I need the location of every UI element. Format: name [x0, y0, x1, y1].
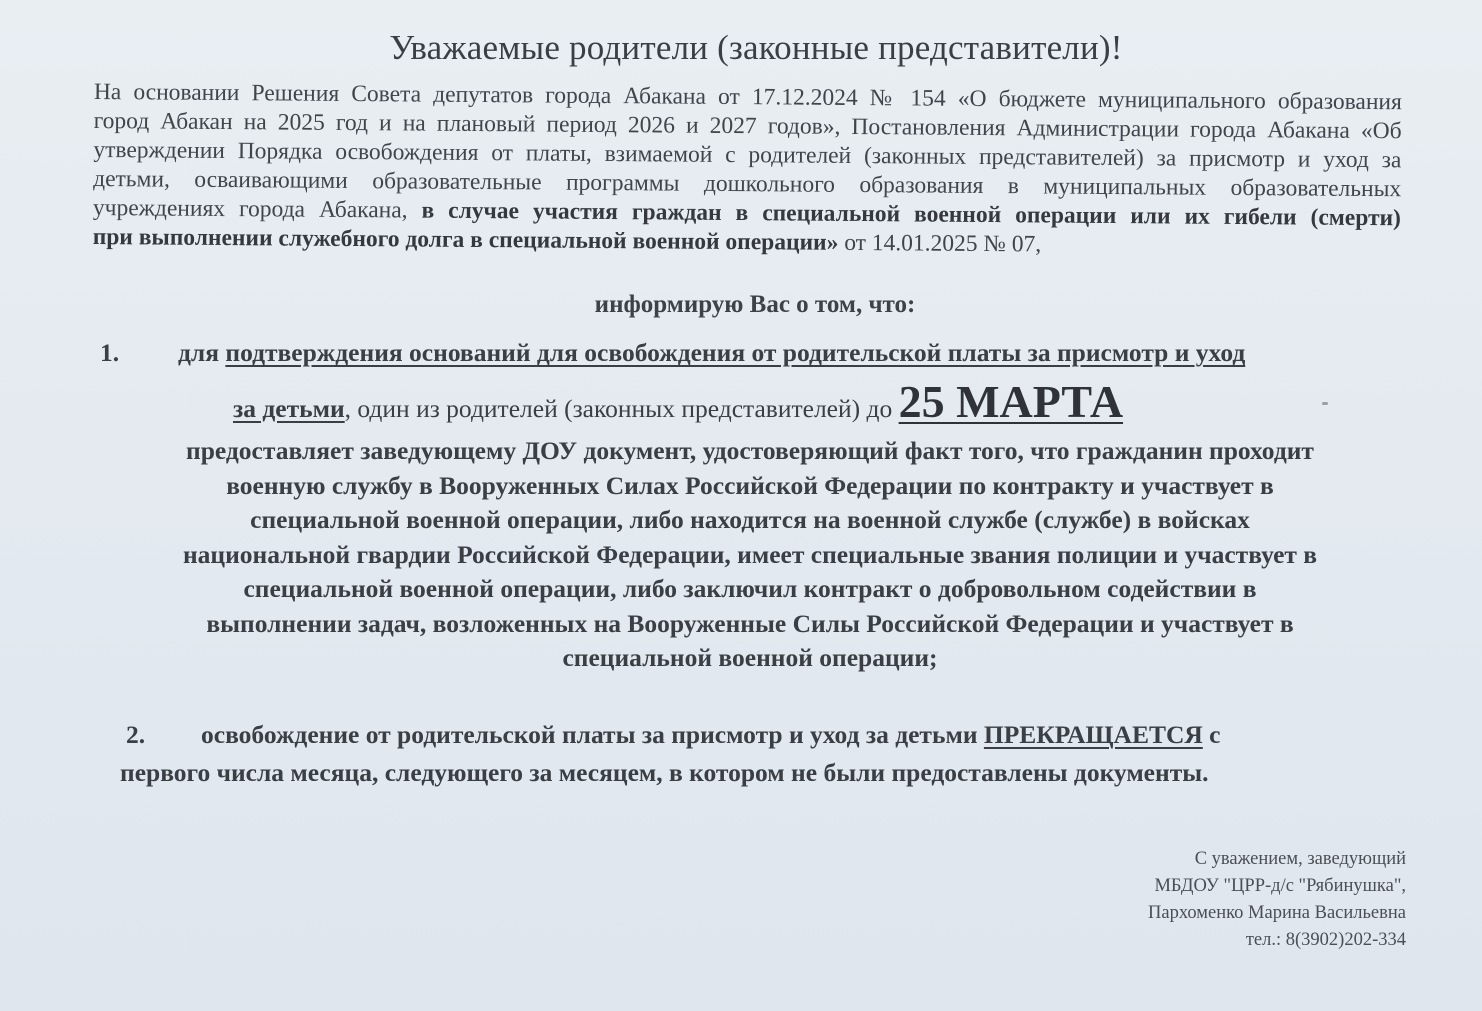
- inform-heading: информирую Вас о том, что:: [594, 291, 916, 318]
- signature-line-4: тел.: 8(3902)202-334: [1245, 930, 1406, 950]
- item-1-after-underline: , один из родителей (законных представителей) до: [344, 393, 899, 423]
- item-1-lead: для: [178, 338, 226, 367]
- item-2-row-2: первого числа месяца, следующего за месяцем, в котором не были предоставлены документы.: [120, 758, 1209, 787]
- item-1-underlined-b: за детьми: [233, 393, 345, 423]
- item-1: [100, 336, 1400, 676]
- item-1-line: специальной военной операции, либо находится на военной службе (службе) в войсках: [250, 505, 1250, 534]
- item-2-emphasis: ПРЕКРАЩАЕТСЯ: [983, 720, 1203, 749]
- signature-line-1: С уважением, заведующий: [1194, 849, 1406, 869]
- intro-line-5-bold: в случае участия граждан в специальной военной операции или их гибели (смерти): [421, 197, 1402, 232]
- stray-mark: [1322, 402, 1328, 405]
- intro-line-6-bold: при выполнении служебного долга в специальной военной операции»: [92, 223, 839, 256]
- item-2-row-1: [120, 716, 1390, 754]
- signature-line-3: Пархоменко Марина Васильевна: [1148, 903, 1406, 923]
- item-2-number: 2.: [126, 720, 146, 749]
- signature-line-2: МБДОУ "ЦРР-д/с "Рябинушка",: [1154, 876, 1406, 896]
- notice-title: Уважаемые родители (законные представители)!: [389, 28, 1123, 67]
- signature-block: [1148, 846, 1406, 954]
- intro-line-4: детьми, осваивающими образовательные программы дошкольного образования в муниципальных образовательных: [93, 165, 1402, 203]
- item-1-line: специальной военной операции, либо заключил контракт о добровольном содействии в: [243, 574, 1257, 603]
- intro-line-5-normal: учреждениях города Абакана,: [92, 194, 422, 224]
- item-2: [120, 716, 1390, 792]
- item-2-lead: освобождение от родительской платы за присмотр и уход за детьми: [201, 720, 984, 749]
- item-1-number: 1.: [100, 338, 120, 367]
- intro-line-2: город Абакан на 2025 год и на плановый период 2026 и 2027 годов», Постановления Администрации города Абакана «Об: [93, 107, 1402, 145]
- intro-line-3: утверждении Порядка освобождения от платы, взимаемой с родителей (законных представителей) за присмотр и уход за: [93, 136, 1402, 174]
- intro-line-6-normal: от 14.01.2025 № 07,: [838, 229, 1042, 258]
- item-1-line: национальной гвардии Российской Федерации, имеет специальные звания полиции и участвует в: [182, 539, 1318, 569]
- item-1-line: выполнении задач, возложенных на Вооруженные Силы Российской Федерации и участвует в: [206, 608, 1294, 638]
- item-1-line: предоставляет заведующему ДОУ документ, удостоверяющий факт того, что гражданин проходит: [186, 436, 1314, 465]
- item-1-line: военную службу в Вооруженных Силах Российской Федерации по контракту и участвует в: [226, 470, 1274, 500]
- item-1-underlined-a: подтверждения оснований для освобождения от родительской платы за присмотр и уход: [225, 338, 1246, 367]
- deadline-date: 25 МАРТА: [898, 375, 1124, 427]
- intro-paragraph: [93, 78, 1402, 262]
- item-1-row-1: [100, 336, 1400, 371]
- item-1-line: специальной военной операции;: [562, 643, 938, 672]
- item-2-tail: с: [1202, 720, 1221, 749]
- intro-line-1: На основании Решения Совета депутатов города Абакана от 17.12.2024 № 154 «О бюджете муниципального образования: [93, 78, 1402, 116]
- item-1-row-2: [100, 375, 1400, 427]
